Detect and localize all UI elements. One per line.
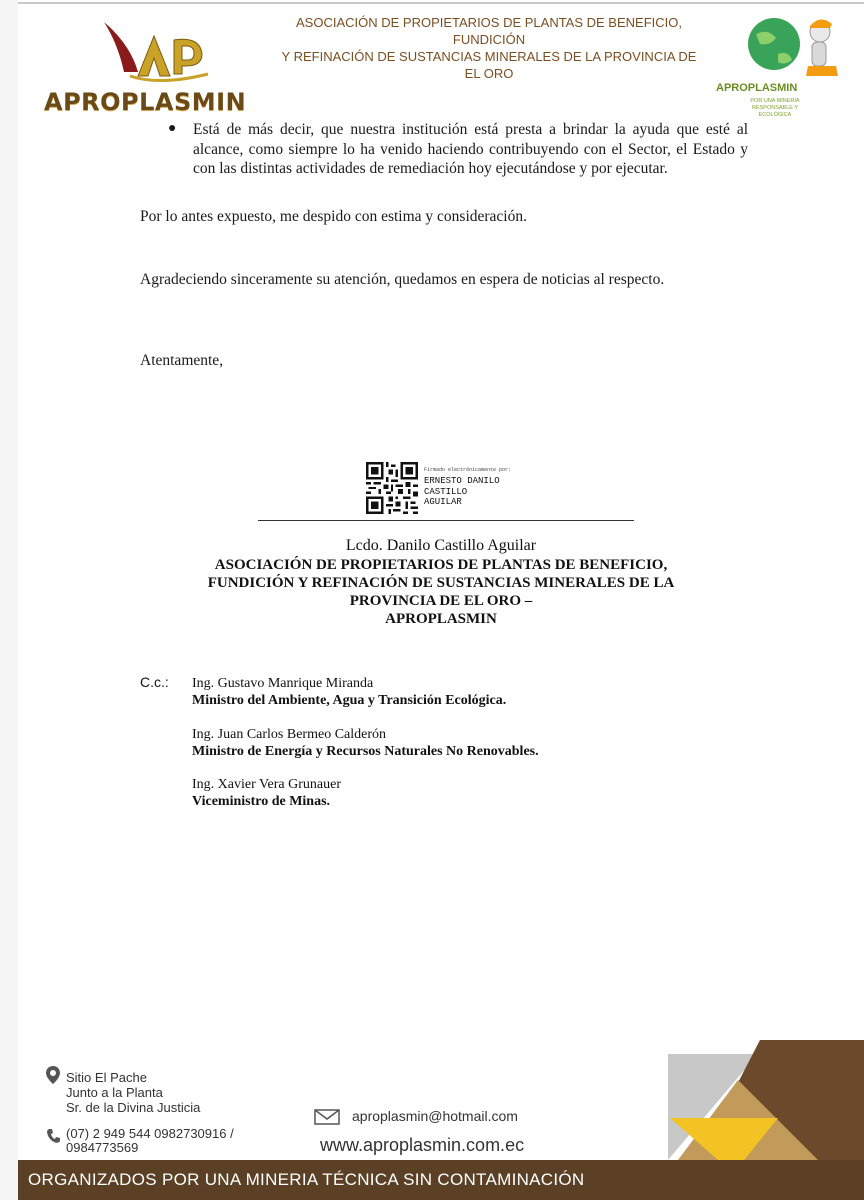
qr-code-icon	[366, 462, 418, 514]
mascot-logo-tagline: POR UNA MINERÍA RESPONSABLE Y ECOLÓGICA	[750, 98, 800, 118]
closing-text: Atentamente,	[140, 352, 224, 369]
address-line-3: Sr. de la Divina Justicia	[66, 1100, 201, 1115]
top-rule	[18, 2, 864, 4]
farewell-paragraph: Por lo antes expuesto, me despido con estima y consideración.	[140, 208, 527, 225]
signer-line-3: AGUILAR	[424, 497, 462, 507]
phone-line-2: 0984773569	[66, 1140, 139, 1155]
signer-org-line-1: ASOCIACIÓN DE PROPIETARIOS DE PLANTAS DE BENEFICIO,	[214, 557, 668, 573]
cc-label: C.c.:	[140, 674, 169, 690]
bullet-icon: ●	[168, 121, 177, 136]
globe-mascot-icon	[716, 10, 856, 82]
signer-org-line-2: FUNDICIÓN Y REFINACIÓN DE SUSTANCIAS MINERALES DE LA	[207, 575, 675, 591]
location-pin-icon	[46, 1066, 60, 1084]
signer-org-line-4: APROPLASMIN	[385, 611, 497, 627]
org-header-line-2: Y REFINACIÓN DE SUSTANCIAS MINERALES DE LA PROVINCIA DE EL ORO	[281, 49, 697, 81]
cc-recipient-title: Viceministro de Minas.	[192, 794, 331, 809]
cc-recipient-title: Ministro del Ambiente, Agua y Transición Ecológica.	[192, 693, 507, 708]
brand-wordmark: APROPLASMIN	[44, 88, 247, 116]
letter-page	[18, 0, 864, 1200]
cc-recipient-name: Ing. Juan Carlos Bermeo Calderón	[192, 727, 387, 742]
cc-recipient	[192, 776, 341, 810]
address-line-1: Sitio El Pache	[66, 1070, 147, 1085]
phone-line-1: (07) 2 949 544 0982730916 /	[66, 1126, 234, 1141]
signer-line-2: CASTILLO	[424, 486, 468, 497]
footer-phone	[66, 1127, 234, 1155]
footer-address	[66, 1070, 200, 1115]
signer-line-1: ERNESTO DANILO	[424, 476, 500, 486]
cc-recipient-name: Ing. Xavier Vera Grunauer	[192, 777, 342, 792]
address-line-2: Junto a la Planta	[66, 1085, 163, 1100]
signer-organization	[18, 556, 864, 628]
org-header	[274, 14, 704, 82]
footer-slogan: ORGANIZADOS POR UNA MINERIA TÉCNICA SIN CONTAMINACIÓN	[28, 1170, 585, 1189]
logo-mark-icon	[90, 14, 220, 86]
cc-recipient	[192, 726, 539, 760]
signature-line	[258, 520, 634, 521]
mascot-logo-text: APROPLASMIN	[716, 82, 798, 94]
footer-website[interactable]: www.aproplasmin.com.ec	[320, 1135, 525, 1155]
aproplasmin-logo	[30, 14, 280, 114]
cc-recipient	[192, 675, 506, 709]
signer-block	[424, 476, 500, 508]
footer-slogan-bar	[18, 1160, 864, 1200]
mascot-logo	[716, 10, 856, 118]
cc-recipient-title: Ministro de Energía y Recursos Naturales No Renovables.	[192, 744, 539, 759]
thanks-paragraph: Agradeciendo sinceramente su atención, quedamos en espera de noticias al respecto.	[140, 271, 665, 288]
mail-icon	[314, 1109, 340, 1125]
signed-by-label: Firmado electrónicamente por:	[424, 467, 512, 473]
footer-email[interactable]: aproplasmin@hotmail.com	[352, 1108, 518, 1124]
bullet-paragraph: Está de más decir, que nuestra institución está presta a brindar la ayuda que esté al alcance, como siempre lo ha venido haciendo contribuyendo con el Sector, el Estado y con las distintas actividades de remediación hoy ejecutándose y por ejecutar.	[193, 121, 748, 177]
signer-name: Lcdo. Danilo Castillo Aguilar	[345, 537, 537, 554]
cc-recipient-name: Ing. Gustavo Manrique Miranda	[192, 676, 374, 691]
org-header-line-1: ASOCIACIÓN DE PROPIETARIOS DE PLANTAS DE BENEFICIO, FUNDICIÓN	[296, 15, 682, 47]
phone-icon	[46, 1128, 60, 1144]
signer-org-line-3: PROVINCIA DE EL ORO –	[349, 593, 533, 609]
